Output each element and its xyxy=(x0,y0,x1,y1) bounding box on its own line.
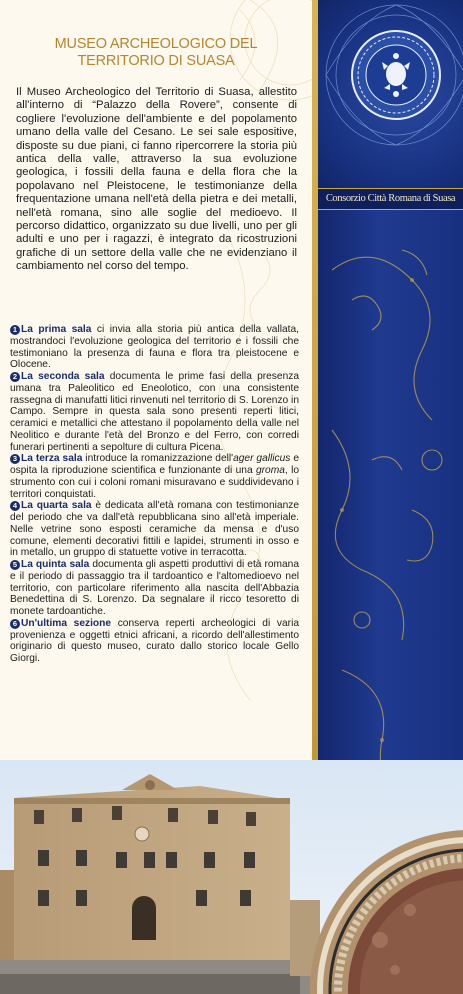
room-item xyxy=(10,559,299,618)
room-item xyxy=(10,500,299,559)
room-item xyxy=(10,453,299,500)
room-italic: groma xyxy=(256,465,285,476)
room-name: La seconda sala xyxy=(21,371,105,382)
number-badge-icon: 5 xyxy=(10,560,20,570)
rooms-list xyxy=(10,324,299,665)
page-title xyxy=(0,36,312,70)
room-name: La quarta sala xyxy=(21,500,92,512)
number-badge-icon: 1 xyxy=(10,325,20,335)
room-text: conserva reperti archeologici di varia provenienza e oggetti etnici africani, a ricordo dell'allestimento originario di questo museo, curato dallo storico locale Gello Giorgi. xyxy=(10,617,299,664)
room-name: Un'ultima sezione xyxy=(21,617,112,629)
room-text: introduce la romanizzazione dell' xyxy=(82,453,234,465)
room-text: è dedicata all'età romana con testimonianze del periodo che va dall'età repubblicana sino all'età imperiale. Nelle vetrine sono esposti ceramiche da mensa e d'uso comune, elementi decorativi fittili e lapidei, strumenti in osso e in metallo, un gruppo di statuette votive in terracotta. xyxy=(10,500,299,559)
seal-area xyxy=(318,0,463,188)
number-badge-icon: 3 xyxy=(10,454,20,464)
room-text: documenta gli aspetti produttivi di età romana e il periodo di passaggio tra il tardoantico e l'altomedioevo nel territorio, con particolare riferimento alla nascita dell'Abbazia Benedettina di S. Lorenzo. Da segnalare il ricco tesoretto di monete tardoantiche. xyxy=(10,559,299,617)
consorzio-label: Consorzio Città Romana di Suasa xyxy=(325,193,456,204)
number-badge-icon: 6 xyxy=(10,619,20,629)
room-text: ci invia alla storia più antica della vallata, mostrandoci l'evoluzione geologica del territorio e i fossili che testimoniano la presenza di fauna e flora tra pleistocene e Olocene. xyxy=(10,324,299,371)
room-name: La terza sala xyxy=(21,453,83,465)
number-badge-icon: 4 xyxy=(10,501,20,511)
title-line-1: MUSEO ARCHEOLOGICO DEL xyxy=(54,36,258,52)
title-line-2: TERRITORIO DI SUASA xyxy=(77,53,235,69)
room-item xyxy=(10,324,299,371)
room-text: , lo strumento con cui i coloni romani misuravano e suddividevano i territori conquistati. xyxy=(10,465,300,500)
room-text: e ospita la riproduzione scientifica e funzionante di una xyxy=(10,453,299,476)
room-item xyxy=(10,618,299,665)
room-name: La prima sala xyxy=(21,324,92,335)
room-item xyxy=(10,371,299,453)
room-name: La quinta sala xyxy=(21,559,90,570)
room-italic: ager gallicus xyxy=(233,453,291,465)
mosaic-icon xyxy=(300,820,463,994)
seal-emblem-icon xyxy=(318,0,463,188)
room-text: documenta le prime fasi della presenza umana tra Paleolitico ed Eneolotico, con una consistente rassegna di manufatti litici rinvenuti nel territorio di S. Lorenzo in Campo. Sempre in questa sala sono presenti reperti litici, ceramici e metallici che attestano il popolamento della valle nel Neolitico e durante l'età del Bronzo e del Ferro, con corredi funerari pertinenti a sepolture di cultura Picena. xyxy=(10,371,299,453)
number-badge-icon: 2 xyxy=(10,372,20,382)
intro-paragraph: Il Museo Archeologico del Territorio di Suasa, allestito all'interno di “Palazzo della Rovere”, consente di cogliere l'evoluzione dell'ambiente e del popolamento umano della valle del Cesano. Le sei sale espositive, disposte su due piani, ci fanno ripercorrere la storia più antica della valle, attraverso la sua evoluzione geologica, i fossili della fauna e della flora che la popolavano nel Pleistocene, le testimonianze della frequentazione umana nell'età della pietra e dei metalli, nell'età romana, sino alle soglie del medioevo. Il percorso didattico, organizzato su due livelli, uno per gli adulti e uno per i ragazzi, è integrato da ricostruzioni grafiche di un settore della valle che ne evidenziano il cambiamento nel corso del tempo. xyxy=(16,86,297,273)
